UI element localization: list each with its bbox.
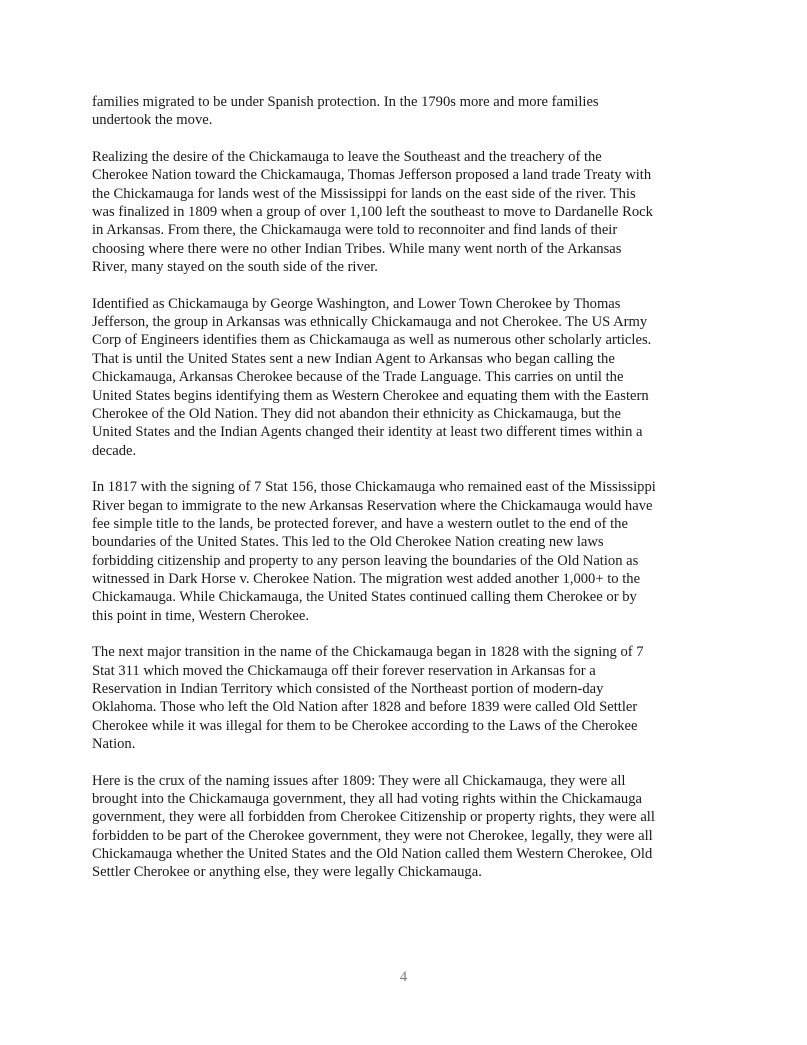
text-line: The next major transition in the name of the Chickamauga began in 1828 with the signing of 7: [92, 644, 644, 661]
text-line: Cherokee while it was illegal for them to be Cherokee according to the Laws of the Cherokee: [92, 717, 638, 734]
text-line: government, they were all forbidden from Cherokee Citizenship or property rights, they were all: [92, 809, 655, 826]
paragraph-6: [92, 772, 714, 882]
text-line: That is until the United States sent a new Indian Agent to Arkansas who began calling the: [92, 350, 615, 367]
text-line: in Arkansas. From there, the Chickamauga were told to reconnoiter and find lands of their: [92, 222, 618, 239]
text-line: Realizing the desire of the Chickamauga to leave the Southeast and the treachery of the: [92, 149, 602, 166]
text-line: Chickamauga. While Chickamauga, the United States continued calling them Cherokee or by: [92, 589, 637, 606]
text-line: United States begins identifying them as Western Cherokee and equating them with the Eastern: [92, 387, 649, 404]
paragraph-2: [92, 148, 714, 276]
paragraph-1: [92, 93, 714, 130]
text-line: Chickamauga whether the United States and the Old Nation called them Western Cherokee, Old: [92, 846, 653, 863]
text-line: Chickamauga, Arkansas Cherokee because of the Trade Language. This carries on until the: [92, 369, 624, 386]
text-line: Cherokee Nation toward the Chickamauga, Thomas Jefferson proposed a land trade Treaty with: [92, 167, 652, 184]
text-line: choosing where there were no other Indian Tribes. While many went north of the Arkansas: [92, 240, 622, 257]
text-line: forbidden to be part of the Cherokee government, they were not Cherokee, legally, they were all: [92, 827, 653, 844]
text-line: Nation.: [92, 736, 136, 753]
text-line: Corp of Engineers identifies them as Chickamauga as well as numerous other scholarly articles.: [92, 332, 652, 349]
text-line: families migrated to be under Spanish protection. In the 1790s more and more families: [92, 94, 599, 110]
text-line: Reservation in Indian Territory which consisted of the Northeast portion of modern-day: [92, 681, 604, 697]
text-line: Identified as Chickamauga by George Washington, and Lower Town Cherokee by Thomas: [92, 295, 621, 312]
text-line: the Chickamauga for lands west of the Mississippi for lands on the east side of the river. This: [92, 185, 636, 202]
text-line: this point in time, Western Cherokee.: [92, 607, 310, 624]
text-line: boundaries of the United States. This led to the Old Cherokee Nation creating new laws: [92, 534, 604, 551]
text-line: fee simple title to the lands, be protected forever, and have a western outlet to the end of the: [92, 515, 628, 532]
text-line: witnessed in Dark Horse v. Cherokee Nation. The migration west added another 1,000+ to the: [92, 570, 641, 587]
text-line: forbidding citizenship and property to any person leaving the boundaries of the Old Nation as: [92, 552, 639, 569]
text-line: Here is the crux of the naming issues after 1809: They were all Chickamauga, they were all: [92, 772, 626, 789]
text-line: Jefferson, the group in Arkansas was ethnically Chickamauga and not Cherokee. The US Army: [92, 314, 648, 331]
text-line: Settler Cherokee or anything else, they were legally Chickamauga.: [92, 864, 482, 881]
text-line: was finalized in 1809 when a group of over 1,100 left the southeast to move to Dardanelle Rock: [92, 204, 653, 221]
paragraph-3: [92, 295, 714, 460]
text-line: Oklahoma. Those who left the Old Nation after 1828 and before 1839 were called Old Settler: [92, 699, 638, 716]
text-line: decade.: [92, 442, 137, 459]
page-number: 4: [399, 969, 408, 985]
paragraph-4: [92, 478, 714, 625]
text-line: River began to immigrate to the new Arkansas Reservation where the Chickamauga would have: [92, 497, 653, 514]
text-line: River, many stayed on the south side of the river.: [92, 259, 378, 276]
text-line: United States and the Indian Agents changed their identity at least two different times within a: [92, 424, 643, 441]
text-line: In 1817 with the signing of 7 Stat 156, those Chickamauga who remained east of the Mississippi: [92, 479, 656, 496]
text-line: Cherokee of the Old Nation. They did not abandon their ethnicity as Chickamauga, but the: [92, 405, 622, 422]
paragraph-5: [92, 643, 714, 753]
text-line: brought into the Chickamauga government, they all had voting rights within the Chickamauga: [92, 791, 642, 808]
text-line: Stat 311 which moved the Chickamauga off their forever reservation in Arkansas for a: [92, 662, 596, 679]
document-body: [92, 93, 714, 900]
text-line: undertook the move.: [92, 112, 213, 129]
